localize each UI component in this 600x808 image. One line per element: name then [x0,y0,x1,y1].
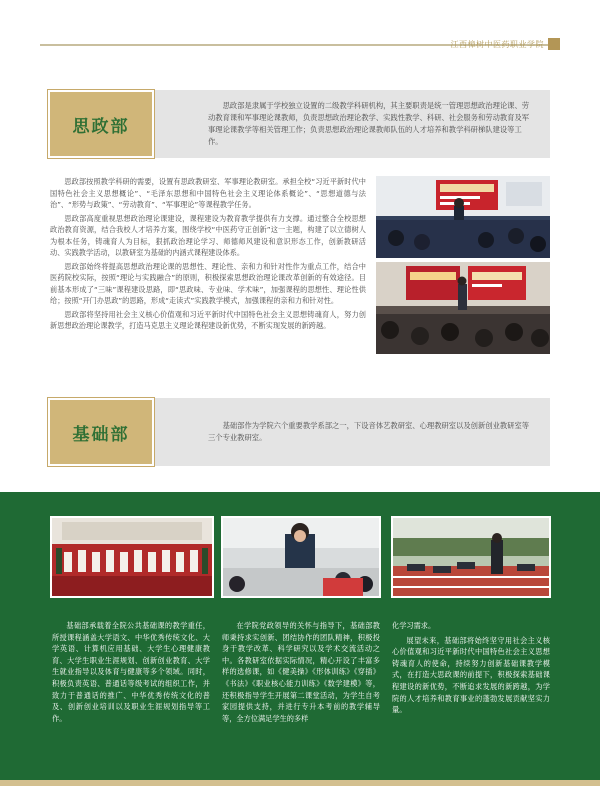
sizheng-badge-title: 思政部 [72,116,130,137]
teacher-lecture-photo [221,516,381,598]
jichu-column-2 [222,620,380,727]
lecture-photo-2 [376,262,550,354]
stage-performance-photo [50,516,214,598]
jichu-intro-text: 基础部作为学院六个重要教学系部之一，下设音体艺教研室、心理教研室以及创新创业教研室等三个专业教研室。 [208,421,530,442]
jichu-intro-box [48,398,550,466]
sizheng-badge [48,90,154,158]
sizheng-paragraph: 思政部高度重视思想政治理论课建设，课程建设为教育教学提供有力支撑。通过整合全校思想政治教育资源，结合我校人才培养方案，围绕学校“中医药守正创新”这一主题，构建了以立德树人为根本任务，铸魂育人为目标，狠抓政治理论学习、师德师风建设和意识形态工作，创新教研活动、实践教学活动，以教研室为基础的内涵式课程建设体系。 [50,213,366,257]
jichu-paragraph: 展望未来，基础部将始终坚守用社会主义核心价值观和习近平新时代中国特色社会主义思想铸魂育人的使命，持续努力创新基础课教学模式，在打造大思政课的前提下，积极探索基础课程建设的新优势，不断追求发展的新跨越，为学院的人才培养和教育事业的蓬勃发展贡献坚实力量。 [392,635,550,715]
header-square-icon [548,38,560,50]
jichu-badge [48,398,154,466]
sizheng-paragraph: 思政部将坚持用社会主义核心价值观和习近平新时代中国特色社会主义思想铸魂育人，努力创新思想政治理论课教学，打造马克思主义理论课程建设新优势，不断实现发展的新跨越。 [50,309,366,330]
sizheng-intro-box [48,90,550,158]
lecture-photo-1 [376,176,550,258]
jichu-paragraph: 在学院党政领导的关怀与指导下，基础部教师秉持求实创新、团结协作的团队精神，积极投身于教学改革、科学研究以及学术交流活动之中。各教研室依据实际情况，精心开设了丰富多样的选修课，如《健美操》《形体训练》《穿插》《书法》《职业核心能力训练》《数学建模》等，还积极指导学生开展第二课堂活动，为学生自考家园提供支持，并进行专升本考前的教学辅导等，全方位满足学生的多样 [222,621,380,723]
sizheng-intro-text: 思政部是隶属于学校独立设置的二级教学科研机构，其主要职责是统一管理思想政治理论课、劳动教育课和军事理论课教师，负责思想政治理论教学、实践性教学、科研、社会服务和劳动教育及军事理论课教学等相关管理工作；负责思想政治理论课教师队伍的人才培养和教学科研梯队建设等工作。 [208,101,530,146]
footer-rule [0,780,600,786]
jichu-paragraph: 化学习需求。 [392,621,436,630]
sizheng-paragraph: 思政部始终将提高思想政治理论课的思想性、理论性、亲和力和针对性作为重点工作，结合中医药院校实际，按照“理论与实践融合”的原则，积极探索思想政治理论课改革创新的有效途径。目前基本形成了“三味”课程建设思路，即“思政味、专业味、学术味”，加强课程的思想性、理论性供给；按照“开门办思政”的思路，形成“走读式”实践教学模式，加强课程的亲和力和针对性。 [50,261,366,305]
jichu-column-1 [52,620,210,727]
sizheng-paragraph: 思政部按照教学科研的需要，设置有思政教研室、军事理论教研室。承担全校“习近平新时代中国特色社会主义思想概论”、“毛泽东思想和中国特色社会主义理论体系概论”、“思想道德与法治”、“形势与政策”、“劳动教育”、“军事理论”等课程教学任务。 [50,177,366,209]
outdoor-training-photo [391,516,551,598]
school-name: 江西樟树中医药职业学院 [450,40,544,49]
sizheng-body [50,176,366,334]
jichu-badge-title: 基础部 [72,424,130,445]
jichu-column-3 [392,620,550,719]
jichu-paragraph: 基础部承载着全院公共基础课的教学重任，所授课程涵盖大学语文、中华优秀传统文化、大学英语、计算机应用基础、大学生心理健康教育、大学生职业生涯规划、创新创业教育、大学生就业指导以及体育与健康等多个领域。同时，积极负责英语、普通话等级考试的组织工作，并致力于普通话的推广、中华优秀传统文化的普及、创新创业培训以及职业生涯规划指导等工作。 [52,621,210,723]
